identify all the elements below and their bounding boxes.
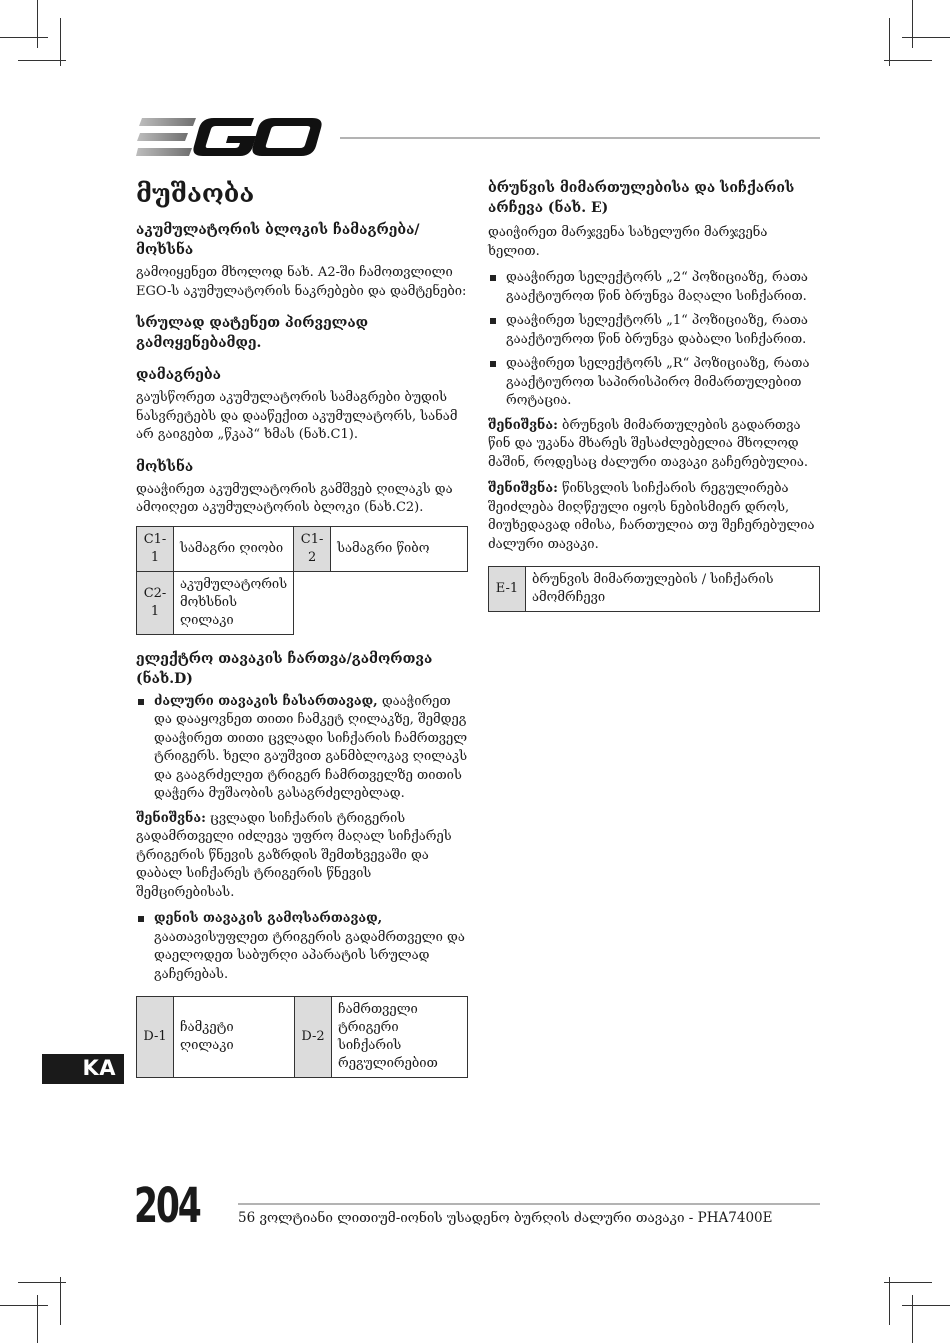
table-label: სამაგრი წიბო: [331, 526, 468, 571]
direction-intro: დაიჭირეთ მარჯვენა სახელური მარჯვენა ხელით.: [488, 225, 768, 259]
table-code: C1-1: [137, 526, 174, 571]
note-label: შენიშვნა:: [488, 481, 558, 496]
ego-logo: [136, 116, 322, 158]
note: [488, 480, 820, 554]
page-number: 204: [134, 1178, 200, 1234]
power-on-list: [136, 693, 468, 804]
footer-text: 56 ვოლტიანი ლითიუმ-იონის უსადენო ბურღის ძალური თავაკი - PHA7400E: [238, 1210, 773, 1226]
crop-mark: [18, 60, 66, 61]
header-rule: [340, 137, 820, 139]
table-code: D-2: [295, 997, 332, 1078]
power-heading: ელექტრო თავაკის ჩართვა/გამორთვა (ნახ.D): [136, 650, 433, 687]
crop-mark: [912, 0, 913, 48]
note-label: შენიშვნა:: [488, 417, 558, 433]
crop-mark: [18, 1282, 66, 1283]
selector-list: [488, 269, 820, 411]
bullet-square-icon: [138, 699, 144, 705]
left-column: [136, 178, 468, 1092]
language-code: KA: [82, 1056, 116, 1080]
note-text: ცვლადი სიჩქარის ტრიგერის გადამრთველი იძლევა უფრო მაღალ სიჩქარეს ტრიგერის წნევის გაზრდის შემთხვევაში და დაბალ სიჩქარეს ტრიგერის წნევის შემცირებისას.: [136, 810, 452, 900]
table-e: [488, 566, 820, 612]
crop-mark: [0, 37, 48, 38]
bullet-square-icon: [490, 361, 496, 367]
list-item: [136, 693, 468, 804]
charge-note: სრულად დატენეთ პირველად გამოყენებამდე.: [136, 315, 369, 351]
bullet-bold: ძალური თავაკის ჩასართავად,: [154, 693, 378, 709]
bullet-text: დააჭირეთ სელექტორს „1“ პოზიციაზე, რათა გააქტიუროთ წინ ბრუნვა დაბალი სიჩქარით.: [506, 313, 808, 347]
bullet-text: გაათავისუფლეთ ტრიგერის გადამრთველი და დაელოდეთ საბურღი აპარატის სრულად გაჩერებას.: [154, 929, 465, 982]
remove-heading: მოხსნა: [136, 458, 194, 475]
crop-mark: [902, 1305, 950, 1306]
crop-mark: [37, 1295, 38, 1343]
bullet-square-icon: [490, 318, 496, 324]
footer-rule: [238, 1203, 820, 1205]
battery-intro: გამოიყენეთ მხოლოდ ნახ. A2-ში ჩამოთვლილი EGO-ს აკუმულატორის ნაკრებები და დამტენები:: [136, 265, 467, 299]
table-label: ბრუნვის მიმართულების / სიჩქარის ამომრჩევი: [526, 567, 820, 612]
bullet-bold: დენის თავაკის გამოსართავად,: [154, 911, 383, 926]
table-row: [137, 571, 468, 634]
direction-heading: ბრუნვის მიმართულებისა და სიჩქარის არჩევა (ნახ. E): [488, 180, 795, 216]
crop-mark: [902, 37, 950, 38]
bullet-square-icon: [490, 275, 496, 281]
note: [136, 810, 468, 903]
page-title: მუშაობა: [136, 179, 255, 208]
note: [488, 417, 820, 473]
bullet-text: დააჭირეთ სელექტორს „2“ პოზიციაზე, რათა გააქტიუროთ წინ ბრუნვა მაღალი სიჩქარით.: [506, 270, 808, 304]
note-label: შენიშვნა:: [136, 810, 206, 826]
bullet-text: დააჭირეთ სელექტორს „R“ პოზიციაზე, რათა გააქტიუროთ საპირისპირო მიმართულებით როტაცია.: [506, 356, 810, 408]
crop-mark: [60, 1277, 61, 1325]
list-item: [488, 269, 820, 306]
table-row: [489, 567, 820, 612]
power-off-list: [136, 910, 468, 984]
language-tab: [42, 1054, 124, 1084]
table-c: [136, 526, 468, 635]
table-label: ჩამკეტი ღილაკი: [174, 997, 295, 1078]
table-label: სამაგრი ღიობი: [174, 526, 294, 571]
bullet-text: დააჭირეთ და დააყოვნეთ თითი ჩამკეტ ღილაკზე, შემდეგ დააჭირეთ თითი ცვლადი სიჩქარის ჩამრთველ ტრიგერს. ხელი გაუშვით განმბლოკავ ღილაკს და გააგრძელეთ ტრიგერ ჩამრთველზე თითის დაჭერა მუშაობის გასაგრძელებლად.: [154, 693, 468, 801]
remove-text: დააჭირეთ აკუმულატორის გამშვებ ღილაკს და ამოიღეთ აკუმულატორის ბლოკი (ნახ.C2).: [136, 481, 453, 515]
note-text: ბრუნვის მიმართულების გადართვა წინ და უკანა მხარეს შესაძლებელია მხოლოდ მაშინ, როდესაც ძალური თავაკი გაჩერებულია.: [488, 417, 809, 470]
table-d: [136, 996, 468, 1078]
crop-mark: [912, 1295, 913, 1343]
table-label: აკუმულატორის მოხსნის ღილაკი: [174, 571, 294, 634]
right-column: [488, 178, 820, 626]
crop-mark: [60, 18, 61, 66]
table-code: C2-1: [137, 571, 174, 634]
table-row: [137, 526, 468, 571]
table-label: ჩამრთველი ტრიგერი სიჩქარის რეგულირებით: [332, 997, 468, 1078]
attach-heading: დამაგრება: [136, 367, 221, 383]
attach-text: გაუსწორეთ აკუმულატორის სამაგრები ბუდის ნასვრეტებს და დააწექით აკუმულატორს, სანამ არ გაიგებთ „წკაპ“ ხმას (ნახ.C1).: [136, 390, 458, 442]
table-code: D-1: [137, 997, 174, 1078]
list-item: [488, 355, 820, 411]
list-item: [136, 910, 468, 984]
table-code: E-1: [489, 567, 526, 612]
crop-mark: [889, 18, 890, 66]
note-text: წინსვლის სიჩქარის რეგულირება შეიძლება მიღწეული იყოს ნებისმიერ დროს, მიუხედავად იმისა, ჩართულია თუ შეჩერებულია ძალური თავაკი.: [488, 481, 815, 552]
crop-mark: [884, 1282, 932, 1283]
table-code: C1-2: [294, 526, 331, 571]
crop-mark: [889, 1277, 890, 1325]
crop-mark: [884, 60, 932, 61]
table-row: [137, 997, 468, 1078]
list-item: [488, 312, 820, 349]
battery-heading: აკუმულატორის ბლოკის ჩამაგრება/მოხსნა: [136, 222, 420, 258]
crop-mark: [0, 1305, 48, 1306]
bullet-square-icon: [138, 916, 144, 922]
crop-mark: [37, 0, 38, 48]
